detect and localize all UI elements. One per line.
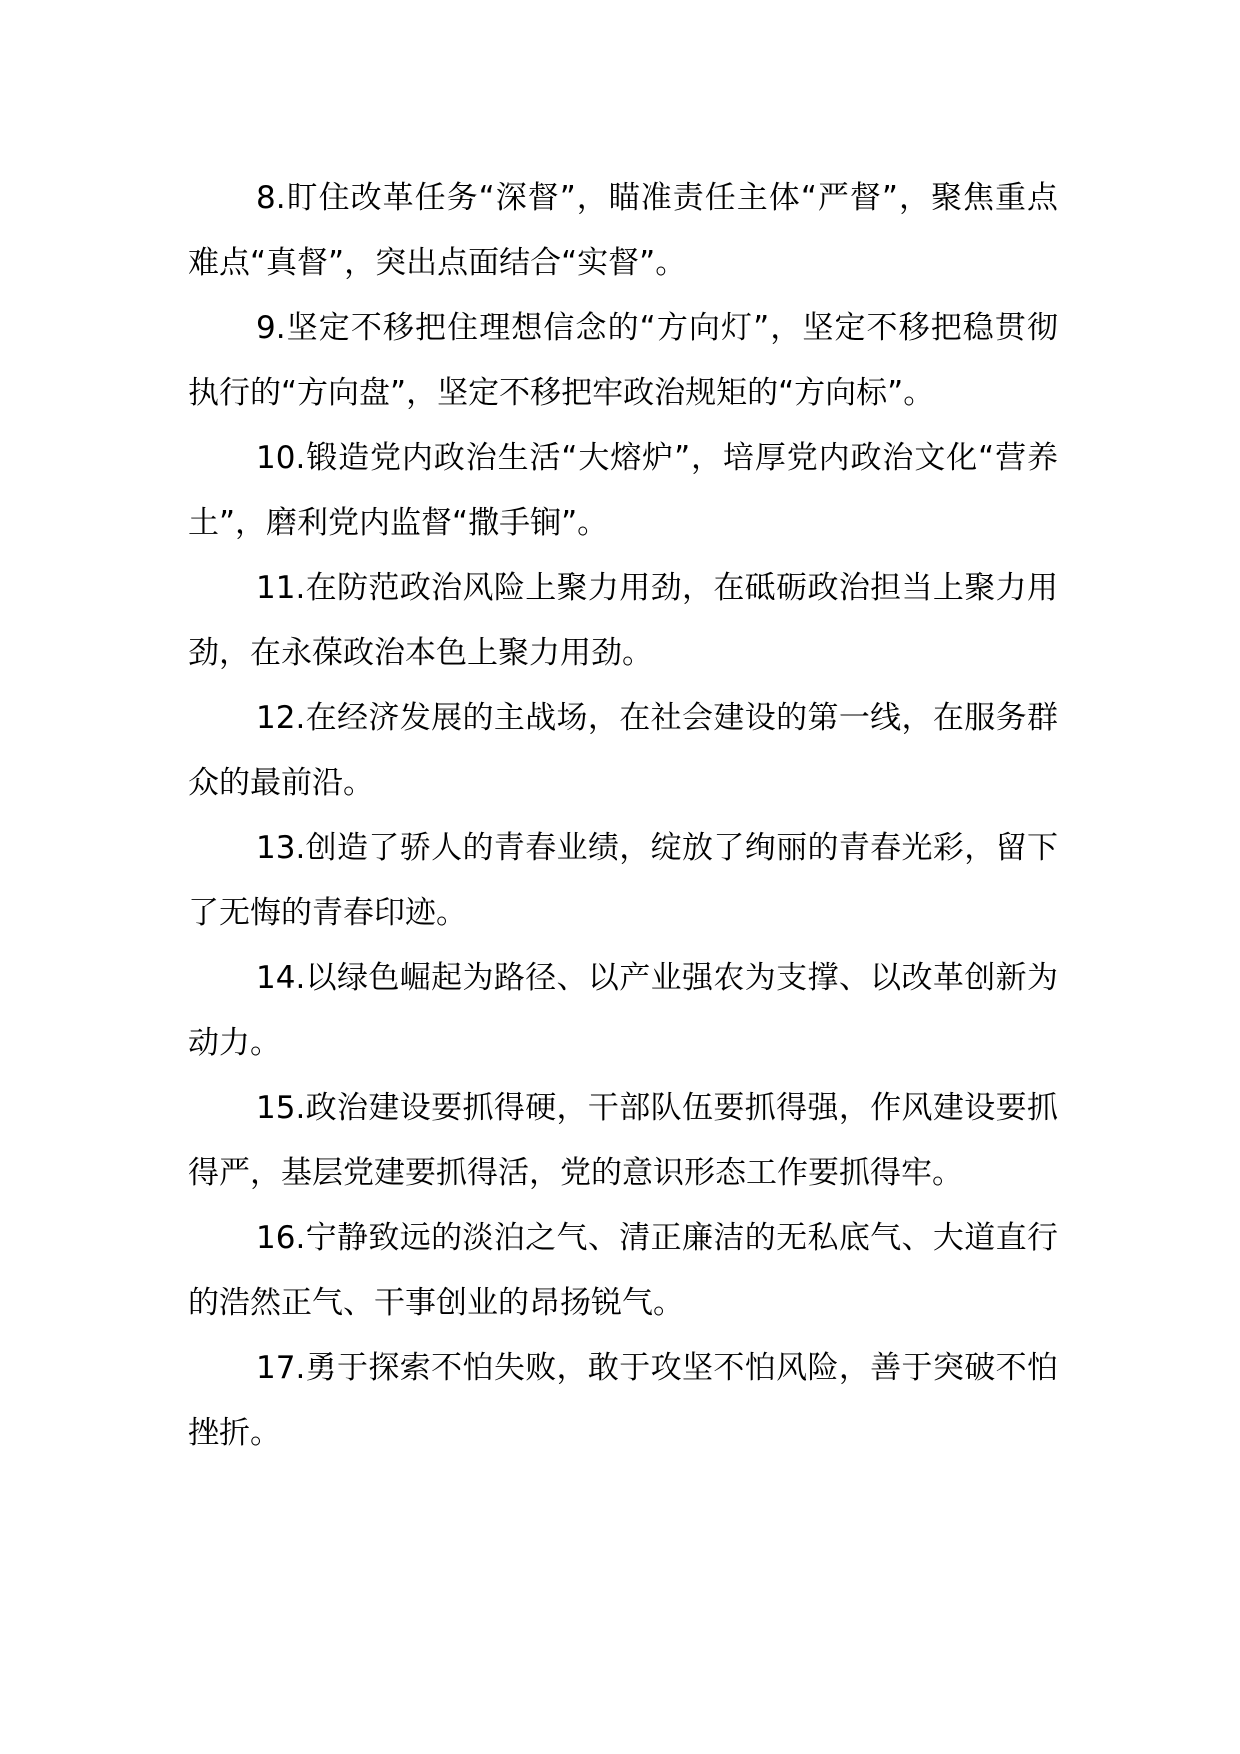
document-body <box>188 166 1058 1466</box>
paragraph-9: 9.坚定不移把住理想信念的“方向灯”，坚定不移把稳贯彻执行的“方向盘”，坚定不移把牢政治规矩的“方向标”。 <box>188 310 1058 411</box>
paragraph-10: 10.锻造党内政治生活“大熔炉”，培厚党内政治文化“营养土”，磨利党内监督“撒手锏”。 <box>188 440 1058 541</box>
paragraph-8: 8.盯住改革任务“深督”，瞄准责任主体“严督”，聚焦重点难点“真督”，突出点面结合“实督”。 <box>188 180 1058 281</box>
paragraph-16: 16.宁静致远的淡泊之气、清正廉洁的无私底气、大道直行的浩然正气、干事创业的昂扬锐气。 <box>188 1220 1058 1321</box>
paragraph-12: 12.在经济发展的主战场，在社会建设的第一线，在服务群众的最前沿。 <box>188 700 1058 801</box>
paragraph-11: 11.在防范政治风险上聚力用劲，在砥砺政治担当上聚力用劲，在永葆政治本色上聚力用劲。 <box>188 570 1058 671</box>
paragraph-15: 15.政治建设要抓得硬，干部队伍要抓得强，作风建设要抓得严，基层党建要抓得活，党的意识形态工作要抓得牢。 <box>188 1090 1058 1191</box>
paragraph-13: 13.创造了骄人的青春业绩，绽放了绚丽的青春光彩，留下了无悔的青春印迹。 <box>188 830 1058 931</box>
paragraph-14: 14.以绿色崛起为路径、以产业强农为支撑、以改革创新为动力。 <box>188 960 1058 1061</box>
paragraph-17: 17.勇于探索不怕失败，敢于攻坚不怕风险，善于突破不怕挫折。 <box>188 1350 1058 1451</box>
